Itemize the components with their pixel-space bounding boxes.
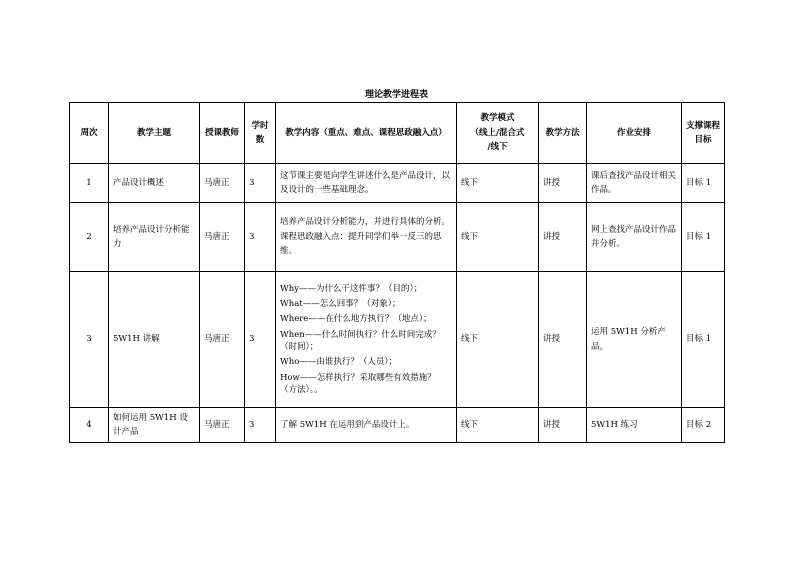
cell-hours: 3 <box>245 164 276 203</box>
cell-teacher: 马唐正 <box>200 272 245 408</box>
teaching-schedule-table <box>69 102 725 443</box>
cell-homework: 5W1H 练习 <box>587 408 682 443</box>
table-row <box>70 164 725 203</box>
content-line: Who——由谁执行？（人员）； <box>280 357 398 368</box>
cell-week: 1 <box>70 164 109 203</box>
header-hours: 学时数 <box>245 103 276 164</box>
cell-mode: 线下 <box>457 164 539 203</box>
content-line: Where——在什么地方执行？（地点）； <box>280 314 432 325</box>
header-method: 教学方法 <box>539 103 587 164</box>
cell-homework: 运用 5W1H 分析产品。 <box>587 272 682 408</box>
header-mode-line1: 教学模式 <box>480 113 515 124</box>
cell-goal: 目标 1 <box>682 164 725 203</box>
header-mode-line2: （线上/混合式 <box>470 127 525 138</box>
cell-hours: 3 <box>245 272 276 408</box>
table-row <box>70 408 725 443</box>
cell-teacher: 马唐正 <box>200 408 245 443</box>
header-row <box>70 103 725 164</box>
cell-mode: 线下 <box>457 203 539 272</box>
cell-week: 4 <box>70 408 109 443</box>
table-title: 理论教学进程表 <box>364 90 428 100</box>
content-line: When——什么时间执行？什么时间完成？（时间）； <box>280 329 441 352</box>
cell-content <box>276 164 457 203</box>
cell-topic: 产品设计概述 <box>109 164 200 203</box>
content-line: How——怎样执行？采取哪些有效措施？（方法）。。 <box>280 372 436 395</box>
content-line: 这节课主要是向学生讲述什么是产品设计，以及设计的一些基础理念。 <box>280 170 451 195</box>
cell-goal: 目标 1 <box>682 272 725 408</box>
cell-week: 3 <box>70 272 109 408</box>
table-row <box>70 203 725 272</box>
cell-teacher: 马唐正 <box>200 203 245 272</box>
cell-homework: 课后查找产品设计相关作品。 <box>587 164 682 203</box>
cell-method: 讲授 <box>539 272 587 408</box>
cell-topic: 如何运用 5W1H 设计产品 <box>109 408 200 443</box>
header-topic: 教学主题 <box>109 103 200 164</box>
cell-method: 讲授 <box>539 408 587 443</box>
header-mode <box>457 103 539 164</box>
cell-hours: 3 <box>245 408 276 443</box>
cell-teacher: 马唐正 <box>200 164 245 203</box>
cell-content <box>276 408 457 443</box>
content-line: Why——为什么干这件事？（目的）； <box>280 283 423 294</box>
header-teacher: 授课教师 <box>200 103 245 164</box>
cell-method: 讲授 <box>539 164 587 203</box>
header-mode-line3: /线下 <box>487 142 508 153</box>
content-line: 了解 5W1H 在运用到产品设计上。 <box>280 419 415 430</box>
content-line: 培养产品设计分析能力，并进行具体的分析。 <box>280 217 451 228</box>
cell-mode: 线下 <box>457 272 539 408</box>
cell-week: 2 <box>70 203 109 272</box>
cell-topic: 5W1H 讲解 <box>109 272 200 408</box>
cell-method: 讲授 <box>539 203 587 272</box>
content-line: What——怎么回事？（对象）； <box>280 299 401 310</box>
header-content: 教学内容（重点、难点、课程思政融入点） <box>276 103 457 164</box>
cell-homework: 网上查找产品设计作品并分析。 <box>587 203 682 272</box>
header-week: 周次 <box>70 103 109 164</box>
cell-goal: 目标 1 <box>682 203 725 272</box>
cell-mode: 线下 <box>457 408 539 443</box>
header-goal: 支撑课程目标 <box>682 103 725 164</box>
cell-topic: 培养产品设计分析能力 <box>109 203 200 272</box>
cell-hours: 3 <box>245 203 276 272</box>
header-homework: 作业安排 <box>587 103 682 164</box>
table-row <box>70 272 725 408</box>
cell-content <box>276 203 457 272</box>
cell-goal: 目标 2 <box>682 408 725 443</box>
content-line: 课程思政融入点：提升同学们举一反三的思维。 <box>280 231 442 257</box>
cell-content <box>276 272 457 408</box>
